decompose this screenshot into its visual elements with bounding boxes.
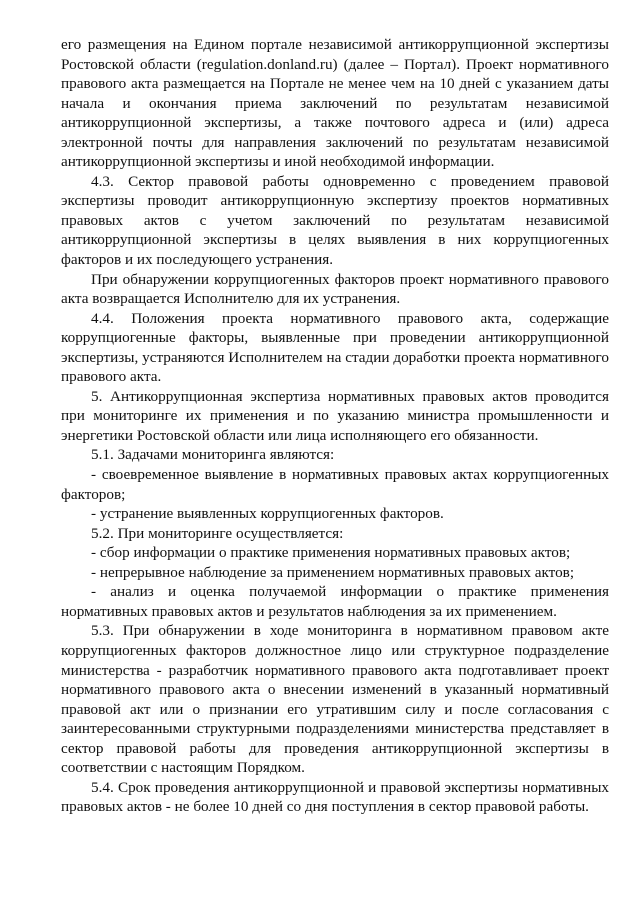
paragraph-portal-placement: его размещения на Едином портале независимой антикоррупционной экспертизы Ростовской области (regulation.donland.ru) (далее – Портал). Проект нормативного правового акта размещается на Портале не менее чем на 10 дней с указанием даты начала и окончания приема заключений по результатам независимой антикоррупционной экспертизы, а также почтового адреса и (или) адреса электронной почты для направления заключений по результатам независимой антикоррупционной экспертизы и иной необходимой информации. xyxy=(61,36,609,171)
list-item-timely-detection: - своевременное выявление в нормативных правовых актах коррупциогенных факторов; xyxy=(61,466,609,503)
paragraph-4-4: 4.4. Положения проекта нормативного правового акта, содержащие коррупциогенные факторы, выявленные при проведении антикоррупционной экспертизы, устраняются Исполнителем на стадии доработки проекта нормативного правового акта. xyxy=(61,309,609,386)
paragraph-4-3: 4.3. Сектор правовой работы одновременно с проведением правовой экспертизы проводит антикоррупционную экспертизу проектов нормативных правовых актов с учетом заключений по результатам независимой антикоррупционной экспертизы в целях выявления в них коррупциогенных факторов и их последующего устранения. xyxy=(61,172,609,269)
document-body xyxy=(61,35,609,817)
paragraph-return-to-executor: При обнаружении коррупциогенных факторов проект нормативного правового акта возвращается Исполнителю для их устранения. xyxy=(61,270,609,308)
list-item-elimination: - устранение выявленных коррупциогенных факторов. xyxy=(91,505,444,523)
list-item-analysis: - анализ и оценка получаемой информации о практике применения нормативных правовых актов и результатов наблюдения за их применением. xyxy=(61,583,609,620)
paragraph-5-2: 5.2. При мониторинге осуществляется: xyxy=(91,524,344,542)
paragraph-5-1: 5.1. Задачами мониторинга являются: xyxy=(91,446,335,464)
paragraph-5: 5. Антикоррупционная экспертиза нормативных правовых актов проводится при мониторинге их применения и по указанию министра промышленности и энергетики Ростовской области или лица исполняющего его обязанности. xyxy=(61,387,609,444)
list-item-continuous-observation: - непрерывное наблюдение за применением нормативных правовых актов; xyxy=(91,563,575,581)
paragraph-5-4: 5.4. Срок проведения антикоррупционной и правовой экспертизы нормативных правовых актов - не более 10 дней со дня поступления в сектор правовой работы. xyxy=(61,778,609,816)
list-item-information-collection: - сбор информации о практике применения нормативных правовых актов; xyxy=(91,544,571,562)
paragraph-5-3: 5.3. При обнаружении в ходе мониторинга в нормативном правовом акте коррупциогенных факторов должностное лицо или структурное подразделение министерства - разработчик нормативного правового акта подготавливает проект нормативного правового акта о внесении изменений в указанный нормативный правовой акт или о признании его утратившим силу и после согласования с заинтересованными структурными подразделениями министерства представляет в сектор правовой работы для проведения антикоррупционной экспертизы в соответствии с настоящим Порядком. xyxy=(61,622,609,777)
